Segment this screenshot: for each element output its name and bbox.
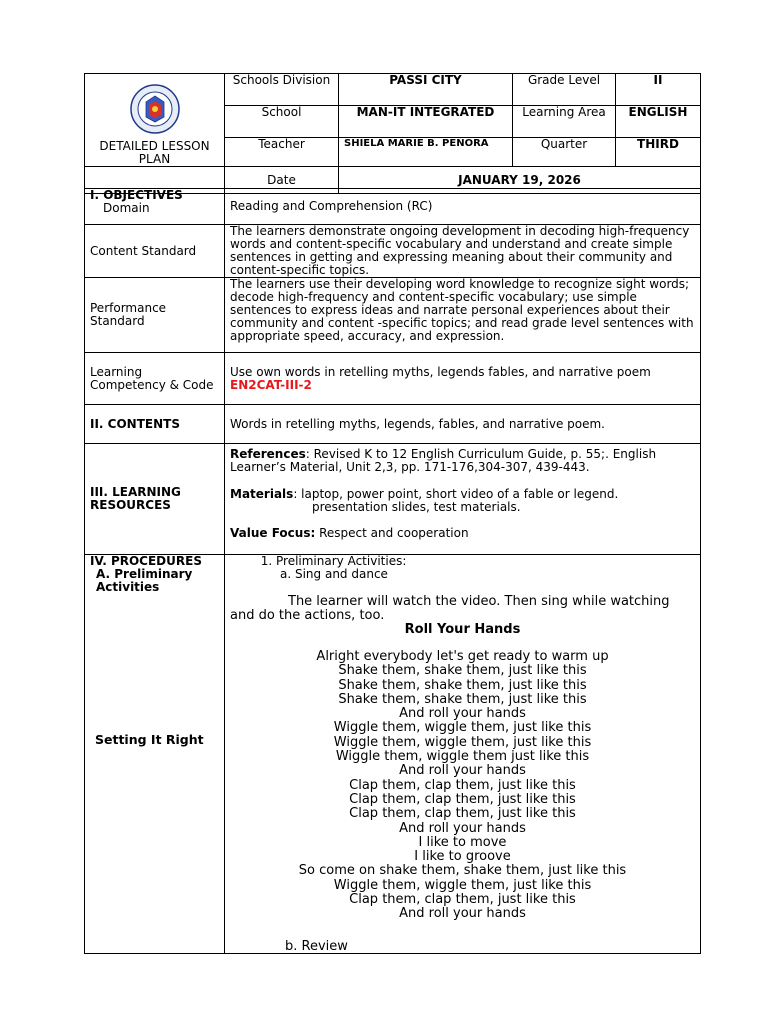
competency-value: Use own words in retelling myths, legends fables, and narrative poem <box>230 364 651 379</box>
setting-it-right-label: Setting It Right <box>95 732 204 747</box>
song-line: Clap them, clap them, just like this <box>349 791 576 807</box>
references-line <box>230 448 695 474</box>
learning-area-label: Learning Area <box>513 106 616 138</box>
song-line: Wiggle them, wiggle them just like this <box>335 749 590 765</box>
objectives-cell <box>85 189 225 225</box>
deped-seal-icon <box>130 84 180 134</box>
contents-value: Words in retelling myths, legends, fables, and narrative poem. <box>225 405 701 444</box>
song-line: Wiggle them, wiggle them, just like this <box>333 720 592 736</box>
song-line: Alright everybody let's get ready to warm up <box>316 649 609 664</box>
preliminary-item-1: 1. Preliminary Activities: <box>276 555 695 568</box>
value-focus-label: Value Focus: <box>230 526 316 540</box>
competency-cell <box>225 353 701 405</box>
school-label: School <box>225 106 339 138</box>
logo-cell <box>85 74 225 167</box>
song-line: So come on shake them, shake them, just like this <box>298 863 627 879</box>
grade-level-value: II <box>616 74 701 106</box>
content-standard-value: The learners demonstrate ongoing development in decoding high-frequency words and content-specific vocabulary and understand and create simple sentences in getting and expressing meaning about their community and content-specific topics. <box>225 225 701 278</box>
value-focus-line <box>230 527 695 540</box>
song-line: Clap them, clap them, just like this <box>349 892 576 908</box>
song-line: Clap them, clap them, just like this <box>349 806 576 822</box>
song-line: And roll your hands <box>399 820 526 836</box>
contents-heading: II. CONTENTS <box>85 405 225 444</box>
resources-heading: III. LEARNING RESOURCES <box>85 444 225 555</box>
song-line: Wiggle them, wiggle them, just like this <box>333 877 592 893</box>
date-value: JANUARY 19, 2026 <box>339 167 701 194</box>
objectives-heading: I. OBJECTIVES <box>90 188 183 202</box>
song-line: Clap them, clap them, just like this <box>349 777 576 793</box>
song-line: Wiggle them, wiggle them, just like this <box>333 734 592 750</box>
song-line: I like to groove <box>414 849 511 865</box>
value-focus-value: Respect and cooperation <box>315 526 469 540</box>
school-value: MAN-IT INTEGRATED <box>339 106 513 138</box>
procedures-content <box>225 555 701 954</box>
procedures-subheading: A. Preliminary Activities <box>96 567 193 594</box>
quarter-value: THIRD <box>616 138 701 167</box>
schools-division-value: PASSI CITY <box>339 74 513 106</box>
competency-code: EN2CAT-III-2 <box>230 377 312 392</box>
video-instruction: The learner will watch the video. Then sing while watching and do the actions, too. <box>230 594 670 623</box>
song-line: I like to move <box>418 834 507 850</box>
teacher-label: Teacher <box>225 138 339 167</box>
song-line: And roll your hands <box>399 906 526 922</box>
main-table <box>84 188 701 954</box>
domain-label: Domain <box>103 201 150 215</box>
procedures-cell <box>85 555 225 954</box>
song-line: And roll your hands <box>399 706 526 722</box>
song-lyrics <box>230 650 695 922</box>
quarter-label: Quarter <box>513 138 616 167</box>
references-label: References <box>230 447 306 461</box>
learning-area-value: ENGLISH <box>616 106 701 138</box>
song-title: Roll Your Hands <box>404 622 521 637</box>
song-line: Shake them, shake them, just like this <box>338 677 587 693</box>
header-table <box>84 73 701 194</box>
content-standard-label: Content Standard <box>85 225 225 278</box>
song-line: And roll your hands <box>399 763 526 779</box>
performance-standard-value: The learners use their developing word knowledge to recognize sight words; decode high-frequency and content-specific vocabulary; use simple sentences to express ideas and narrate personal experiences about their community and content -specific topics; and read grade level sentences with appropriate speed, accuracy, and expression. <box>225 278 701 353</box>
materials-label: Materials <box>230 487 294 501</box>
song-line: Shake them, shake them, just like this <box>338 663 587 679</box>
review-item: b. Review <box>285 938 348 954</box>
references-value: : Revised K to 12 English Curriculum Guide, p. 55;. English Learner’s Material, Unit 2,3, pp. 171-176,304-307, 439-443. <box>230 447 657 474</box>
grade-level-label: Grade Level <box>513 74 616 106</box>
preliminary-item-1a: a. Sing and dance <box>280 567 388 581</box>
date-label: Date <box>225 167 339 194</box>
competency-label: Learning Competency & Code <box>85 353 225 405</box>
materials-value-2: presentation slides, test materials. <box>312 500 521 514</box>
song-line: Shake them, shake them, just like this <box>338 691 587 707</box>
teacher-value: SHIELA MARIE B. PEÑORA <box>339 138 513 167</box>
performance-standard-label: Performance Standard <box>85 278 225 353</box>
plan-label: DETAILED LESSON PLAN <box>99 139 210 166</box>
domain-value: Reading and Comprehension (RC) <box>225 189 701 225</box>
procedures-heading: IV. PROCEDURES <box>90 554 202 568</box>
materials-value: : laptop, power point, short video of a fable or legend. <box>293 487 619 501</box>
resources-cell <box>225 444 701 555</box>
schools-division-label: Schools Division <box>225 74 339 106</box>
